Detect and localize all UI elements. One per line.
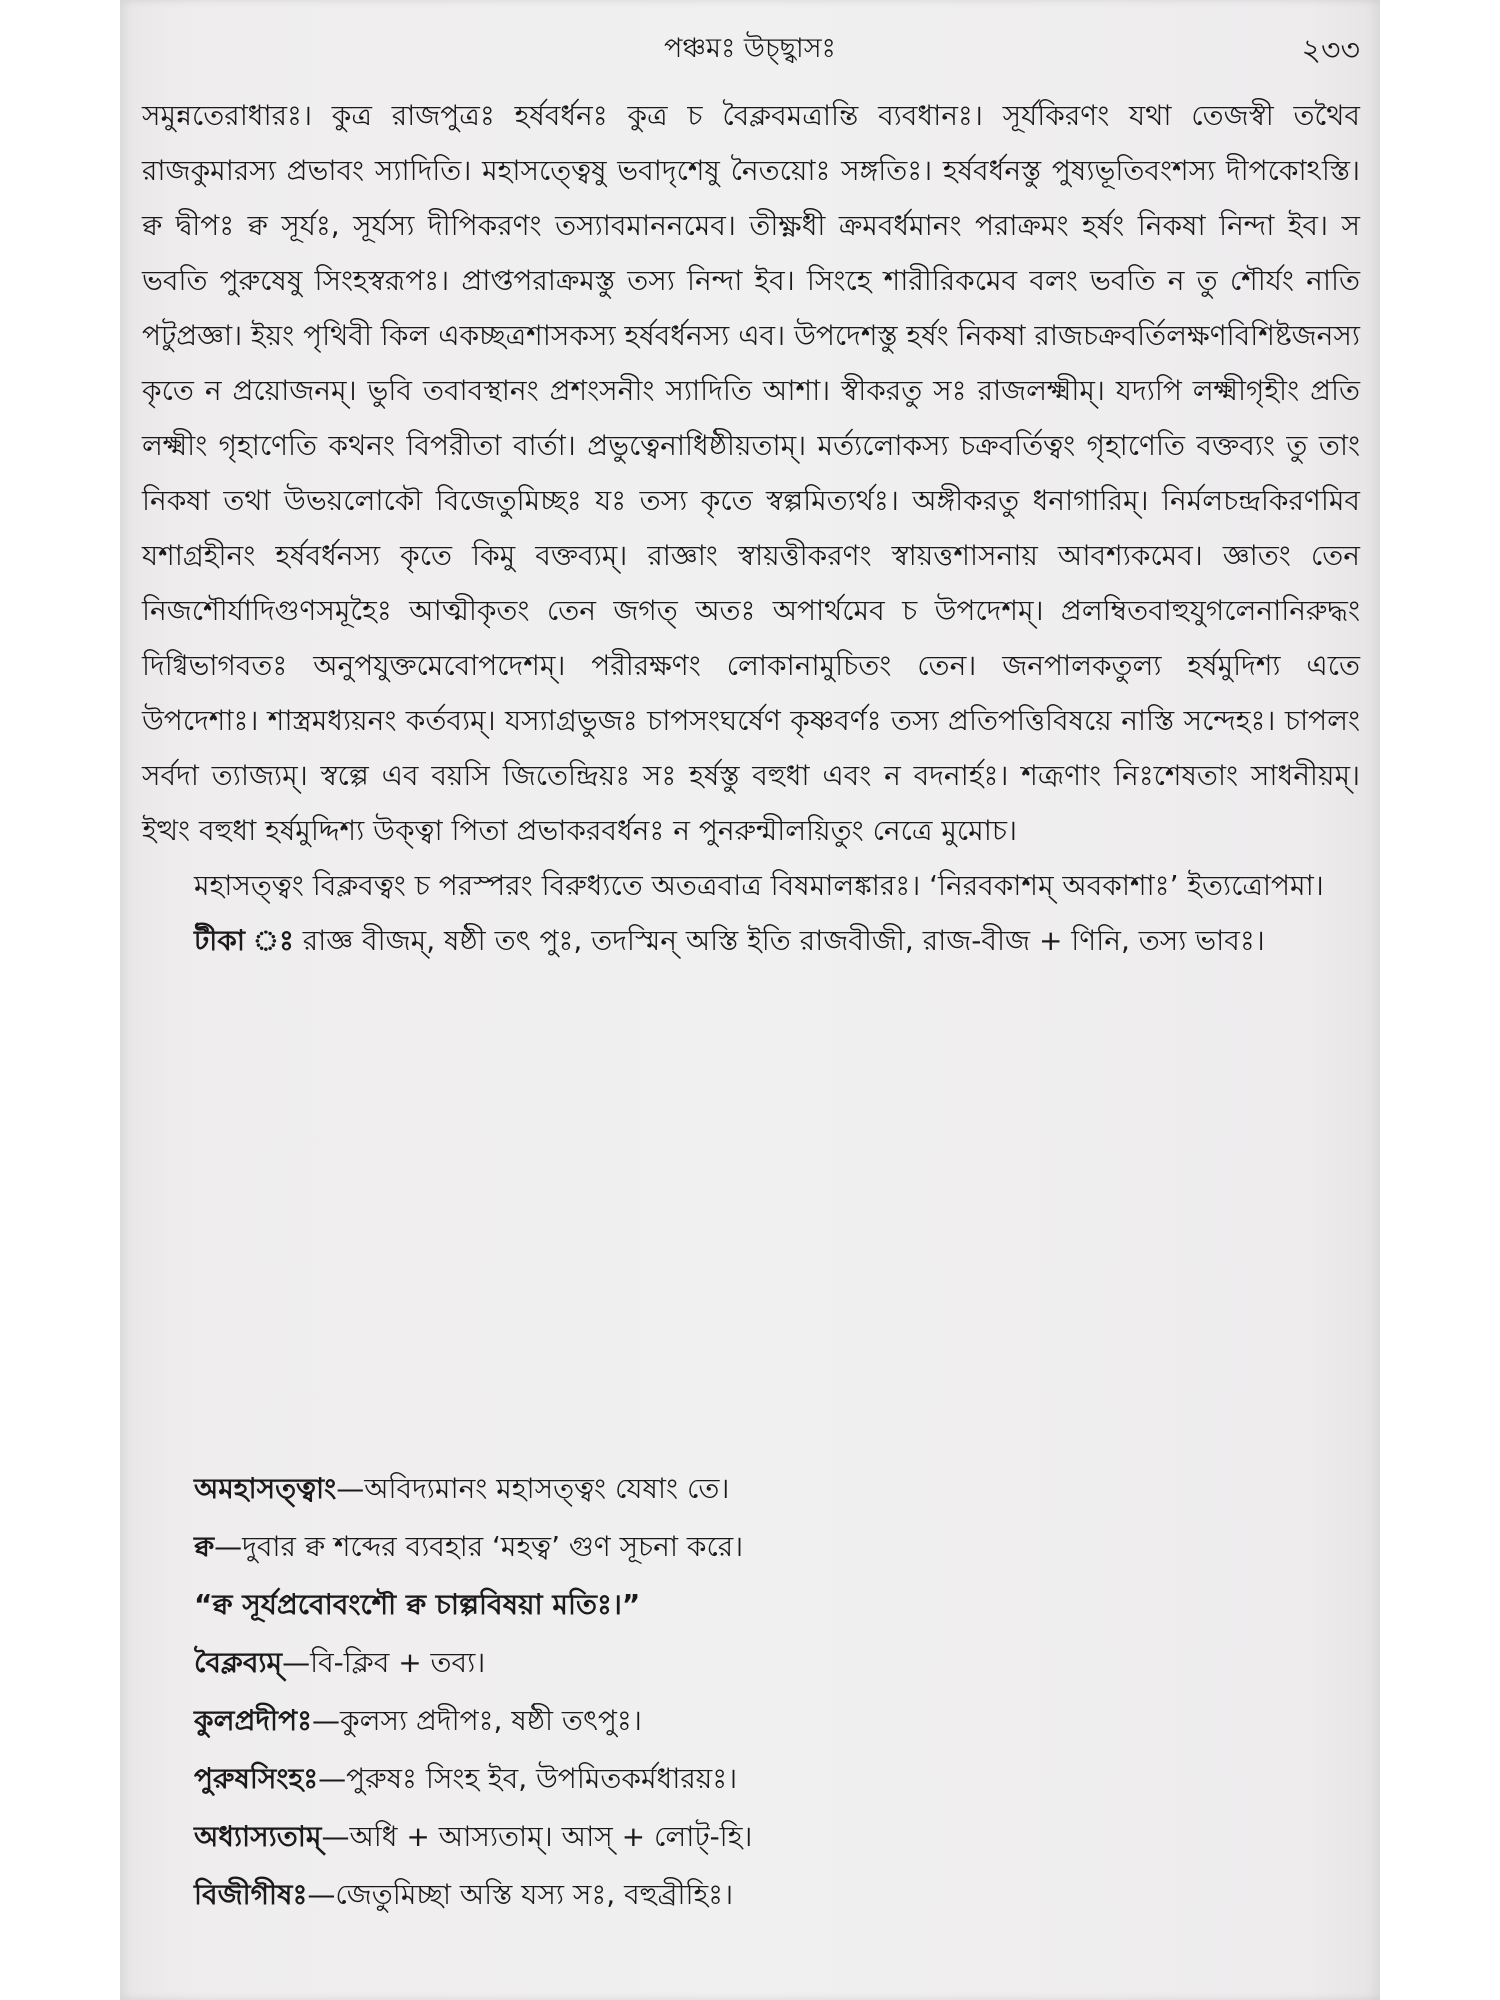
- note-item: [194, 1808, 1360, 1866]
- note-item: [194, 1634, 1360, 1692]
- note-term: ক্ব: [194, 1530, 215, 1563]
- note-term: পুরুষসিংহঃ: [194, 1762, 319, 1795]
- note-text: —দুবার ক্ব শব্দের ব্যবহার ‘মহত্ব’ গুণ সূচনা করে।: [214, 1530, 744, 1563]
- note-text: —জেতুমিচ্ছা অস্তি যস্য সঃ, বহুব্রীহিঃ।: [307, 1878, 734, 1911]
- tika-text: রাজ্ঞ বীজম্, ষষ্ঠী তৎ পুঃ, তদস্মিন্ অস্তি ইতি রাজবীজী, রাজ-বীজ + ণিনি, তস্য ভাবঃ।: [293, 924, 1265, 957]
- note-text: —অবিদ্যমানং মহাসত্ত্বং যেষাং তে।: [336, 1472, 730, 1505]
- second-paragraph: মহাসত্ত্বং বিক্লবত্বং চ পরস্পরং বিরুধ্যতে অতত্রবাত্র বিষমালঙ্কারঃ। ‘নিরবকাশম্ অবকাশাঃ’ ইত্যত্রোপমা।: [194, 869, 1324, 902]
- note-term: বিজীগীষঃ: [194, 1878, 308, 1911]
- book-page: [120, 0, 1380, 2000]
- tika-label: টীকা ঃ: [194, 924, 294, 957]
- note-term: কুলপ্রদীপঃ: [194, 1704, 313, 1737]
- body-text: [142, 88, 1360, 968]
- note-term: অধ্যাস্যতাম্: [194, 1820, 322, 1853]
- note-item: [194, 1460, 1360, 1518]
- running-head: [120, 26, 1380, 66]
- note-item: [194, 1750, 1360, 1808]
- note-item: [194, 1518, 1360, 1576]
- main-paragraph: সমুন্নতেরাধারঃ। কুত্র রাজপুত্রঃ হর্ষবর্ধনঃ কুত্র চ বৈক্লবমত্রান্তি ব্যবধানঃ। সূর্যকিরণং যথা তেজস্বী তথৈব রাজকুমারস্য প্রভাবং স্যাদিতি। মহাসত্ত্বেষু ভবাদৃশেষু নৈতয়োঃ সঙ্গতিঃ। হর্ষবর্ধনস্তু পুষ্যভূতিবংশস্য দীপকোঽস্তি। ক্ব দ্বীপঃ ক্ব সূর্যঃ, সূর্যস্য দীপিকরণং তস্যাবমাননমেব। তীক্ষ্ণধী ক্রমবর্ধমানং পরাক্রমং হর্ষং নিকষা নিন্দা ইব। স ভবতি পুরুষেষু সিংহস্বরূপঃ। প্রাপ্তপরাক্রমস্তু তস্য নিন্দা ইব। সিংহে শারীরিকমেব বলং ভবতি ন তু শৌর্যং নাতি পটুপ্রজ্ঞা। ইয়ং পৃথিবী কিল একচ্ছত্রশাসকস্য হর্ষবর্ধনস্য এব। উপদেশস্তু হর্ষং নিকষা রাজচক্রবর্তিলক্ষণবিশিষ্টজনস্য কৃতে ন প্রয়োজনম্। ভুবি তবাবস্থানং প্রশংসনীং স্যাদিতি আশা। স্বীকরতু সঃ রাজলক্ষ্মীম্। যদ্যপি লক্ষ্মীগৃহীং প্রতি লক্ষ্মীং গৃহাণেতি কথনং বিপরীতা বার্তা। প্রভুত্বেনাধিষ্ঠীয়তাম্। মর্ত্যলোকস্য চক্রবর্তিত্বং গৃহাণেতি বক্তব্যং তু তাং নিকষা তথা উভয়লোকৌ বিজেতুমিচ্ছঃ যঃ তস্য কৃতে স্বল্পমিত্যর্থঃ। অঙ্গীকরতু ধনাগারিম্। নির্মলচন্দ্রকিরণমিব যশাগ্রহীনং হর্ষবর্ধনস্য কৃতে কিমু বক্তব্যম্। রাজ্ঞাং স্বায়ত্তীকরণং স্বায়ত্তশাসনায় আবশ্যকমেব। জ্ঞাতং তেন নিজশৌর্যাদিগুণসমূহৈঃ আত্মীকৃতং তেন জগত্ অতঃ অপার্থমেব চ উপদেশম্। প্রলম্বিতবাহুযুগলেনানিরুদ্ধং দিগ্বিভাগবতঃ অনুপযুক্তমেবোপদেশম্। পরীরক্ষণং লোকানামুচিতং তেন। জনপালকতুল্য হর্ষমুদিশ্য এতে উপদেশাঃ। শাস্ত্রমধ্যয়নং কর্তব্যম্। যস্যাগ্রভুজঃ চাপসংঘর্ষেণ কৃষ্ণবর্ণঃ তস্য প্রতিপত্তিবিষয়ে নাস্তি সন্দেহঃ। চাপলং সর্বদা ত্যাজ্যম্। স্বল্পে এব বয়সি জিতেন্দ্রিয়ঃ সঃ হর্ষস্তু বহুধা এবং ন বদনার্হঃ। শত্রূণাং নিঃশেষতাং সাধনীয়ম্। ইত্থং বহুধা হর্ষমুদ্দিশ্য উক্ত্বা পিতা প্রভাকরবর্ধনঃ ন পুনরুন্মীলয়িতুং নেত্রে মুমোচ।: [142, 99, 1360, 847]
- note-item: [194, 1866, 1360, 1924]
- note-quote: [194, 1576, 1360, 1634]
- tika-paragraph: [142, 913, 1360, 968]
- note-text: —কুলস্য প্রদীপঃ, ষষ্ঠী তৎপুঃ।: [312, 1704, 642, 1737]
- note-text: —পুরুষঃ সিংহ ইব, উপমিতকর্মধারয়ঃ।: [318, 1762, 738, 1795]
- quote-text: “ক্ব সূর্যপ্রবোবংশৌ ক্ব চাল্পবিষয়া মতিঃ।”: [194, 1588, 641, 1621]
- chapter-heading: পঞ্চমঃ উচ্ছ্বাসঃ: [664, 33, 836, 64]
- note-term: বৈক্লব্যম্: [194, 1646, 283, 1679]
- note-text: —অধি + আস্যতাম্। আস্ + লোট্-হি।: [321, 1820, 753, 1853]
- note-term: অমহাসত্ত্বাং: [194, 1472, 337, 1505]
- note-item: [194, 1692, 1360, 1750]
- page-number: ২৩৩: [1301, 33, 1360, 68]
- notes-list: [194, 1460, 1360, 1924]
- note-text: —বি-ক্লিব + তব্য।: [282, 1646, 486, 1679]
